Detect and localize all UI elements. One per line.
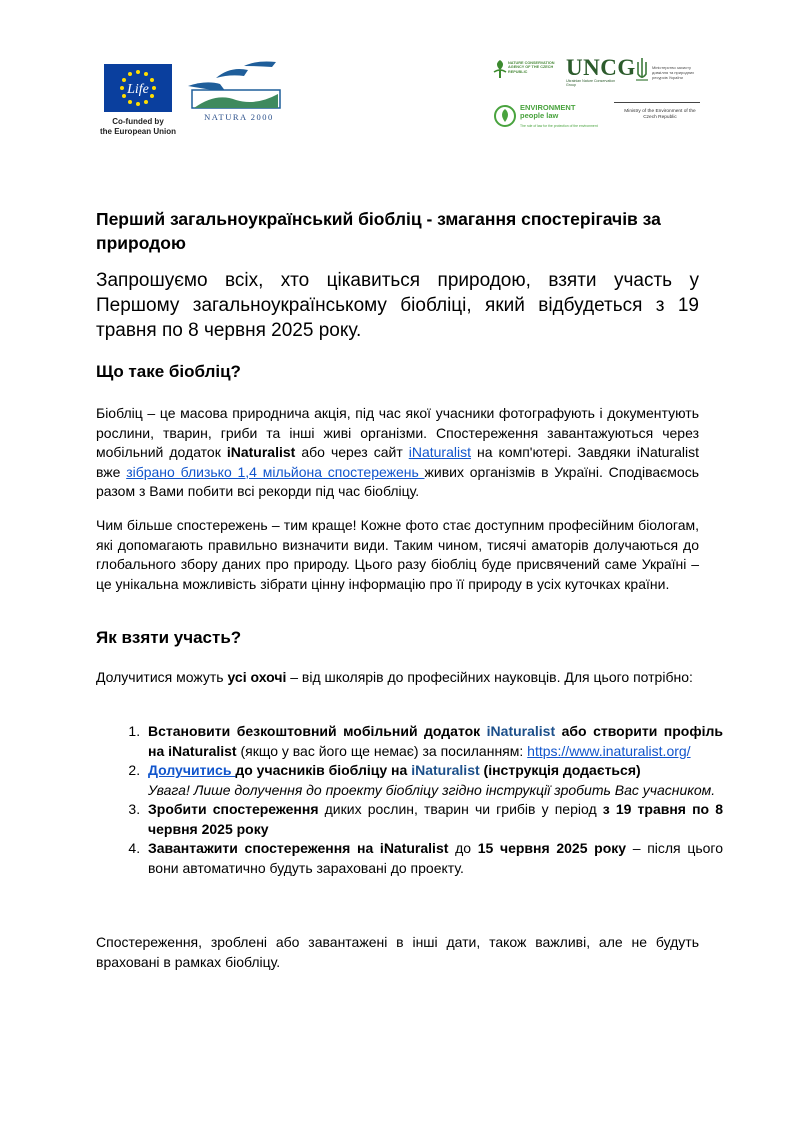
section-heading-how-to: Як взяти участь? [96,628,242,647]
text: на комп'ютері. Завдяки iNaturalist вже [96,444,699,480]
step-observe [144,800,723,839]
paragraph-closing: Спостереження, зроблені або завантажені в інші дати, також важливі, але не будуть враховані в рамках біобліцу. [96,934,699,970]
text: Встановити безкоштовний мобільний додаток [148,723,487,739]
text: Долучитися можуть [96,669,228,685]
text: (якщо у вас його ще немає) за посиланням: [236,742,528,759]
ua-ministry-text: Міністерство захисту довкілля та природних ресурсів України [652,65,695,80]
nature-agency-text: NATURE CONSERVATION AGENCY OF THE CZECH REPUBLIC [508,61,555,74]
text: – від школярів до професійних науковців. Для цього потрібно: [286,669,693,685]
steps-list [120,722,723,878]
section-heading-what-is: Що таке біобліц? [96,362,241,381]
step-upload [144,839,723,878]
inaturalist-site-link[interactable]: iNaturalist [408,444,471,460]
eu-life-logo [104,64,172,112]
environment-people-law-subtitle: The rule of law for the protection of the environment [520,124,598,128]
step-join [144,761,723,800]
attention-note: Увага! Лише долучення до проекту біобліцу згідно інструкції зробить Вас учасником. [148,781,716,798]
text: Біобліц – це масова природнича акція, під час якої учасники фотографують і документують рослини, тварин, гриби та інші живі організми. Спостереження завантажуються через мобільний додаток [96,405,699,460]
paragraph-more-observations: Чим більше спостережень – тим краще! Кожне фото стає доступним професійним біологам, які допомагають правильно визначити види. Таким чином, тисячі аматорів долучаються до глобального збору даних про природу. Цього разу біобліц буде присвячений саме Україні – це унікальна можливість зібрати цінну інформацію про її природу в усіх куточках країни. [96,517,699,592]
everyone-bold: усі охочі [227,669,287,685]
page-title: Перший загальноукраїнський біобліц - змагання спостерігачів за природою [96,209,661,253]
cz-ministry-divider [614,102,700,103]
environment-people-law-icon [493,104,517,128]
life-wordmark: Life [127,82,149,97]
upload-deadline: 15 червня 2025 року [477,840,627,856]
date-range: з 19 травня по 8 червня 2025 року [148,801,723,837]
cz-ministry-text: Ministry of the Environment of the Czech Republic [624,109,696,120]
text: Зробити спостереження [148,801,319,817]
ukraine-trident-icon [636,56,648,84]
app-name: iNaturalist [411,762,480,778]
join-project-link[interactable]: Долучитись [148,762,236,778]
text: або створити профіль на iNaturalist [148,723,723,759]
step-install [144,722,723,761]
text: диких рослин, тварин чи грибів у період [318,801,603,817]
text: або через сайт [295,444,409,460]
text: – після цього вони автоматично будуть зараховані до проекту. [148,840,724,876]
text: живих організмів в Україні. Сподіваємось разом з Вами побити всі рекорди під час біобліцу. [96,463,699,499]
text: (інструкція додається) [479,762,641,778]
eu-caption: Co-funded by the European Union [100,117,176,136]
text: до учасників біобліцу на [235,762,412,778]
observations-count-link[interactable]: зібрано близько 1,4 мільйона спостережень [126,463,425,480]
natura-2000-label: NATURA 2000 [204,112,274,122]
text: Завантажити спостереження на iNaturalist [148,840,449,856]
app-name: iNaturalist [486,723,556,739]
uncg-subtitle: Ukrainian Nature Conservation Group [566,79,616,87]
app-name: iNaturalist [226,444,296,460]
lead-paragraph: Запрошуємо всіх, хто цікавиться природою, взяти участь у Першому загальноукраїнському біобліці, який відбудеться з 19 травня по 8 червня 2025 року. [96,270,699,341]
text: до [448,840,478,856]
inaturalist-url-link[interactable]: https://www.inaturalist.org/ [527,742,691,759]
environment-people-law-title: ENVIRONMENT people law [520,103,576,120]
paragraph-what-is [96,404,699,502]
uncg-logo: UNCG [566,55,636,80]
paragraph-who-can-join [96,668,699,688]
